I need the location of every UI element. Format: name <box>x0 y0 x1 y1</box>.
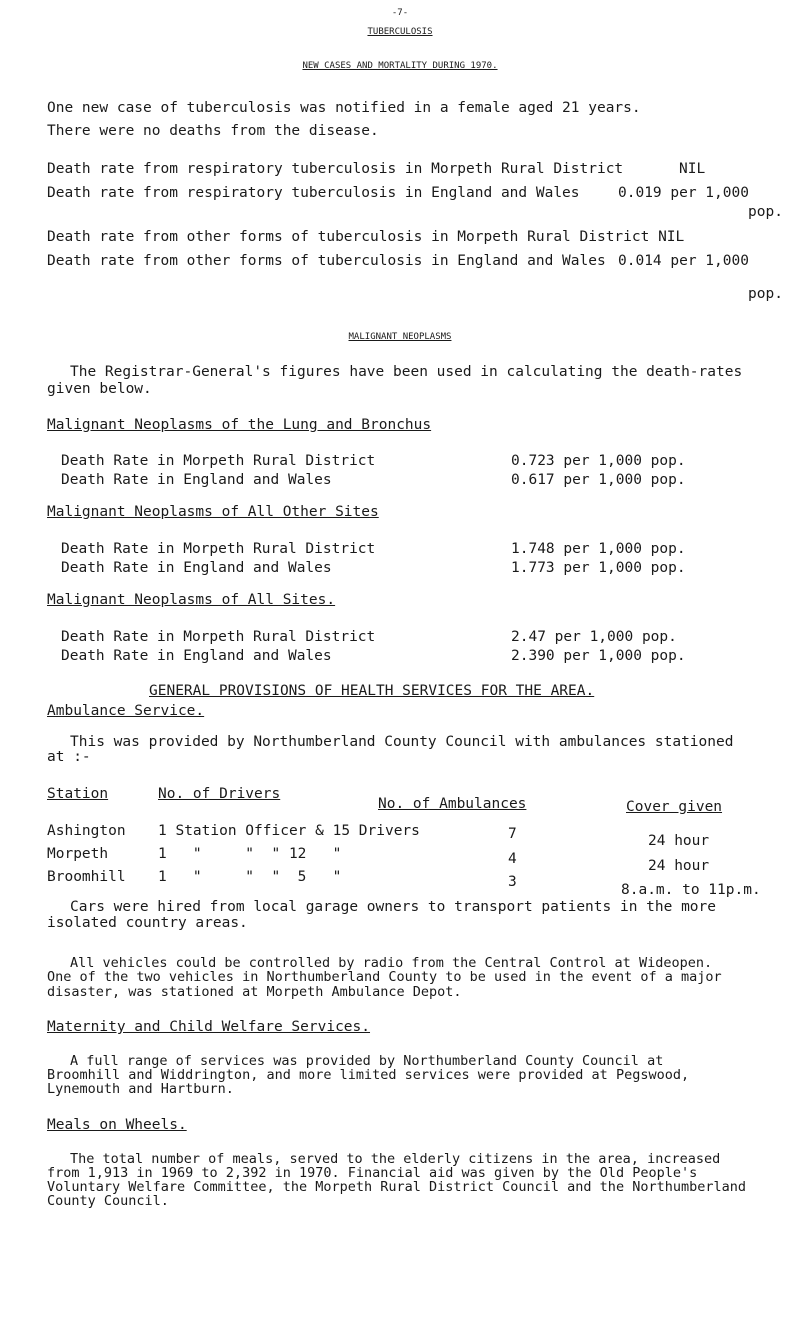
mn-intro-1: The Registrar-General's figures have been used in calculating the death-rates <box>70 364 743 380</box>
tb-rate-label: Death rate from respiratory tuberculosis in England and Wales <box>47 185 580 201</box>
tb-rate-unit: pop. <box>748 204 783 220</box>
tb-rate-value: NIL <box>679 161 706 177</box>
table-row-drivers: 1 " " " 5 " <box>158 869 342 885</box>
maternity-text-1: A full range of services was provided by Northumberland County Council at <box>70 1053 664 1069</box>
meals-text-2: from 1,913 in 1969 to 2,392 in 1970. Financial aid was given by the Old People's <box>47 1165 698 1181</box>
table-row-drivers: 1 Station Officer & 15 Drivers <box>158 823 420 839</box>
cars-text-2: isolated country areas. <box>47 915 248 931</box>
mn-group-title: Malignant Neoplasms of the Lung and Bronchus <box>47 417 432 433</box>
tb-rate-value: 0.019 per 1,000 <box>618 185 749 201</box>
maternity-text-2: Broomhill and Widdrington, and more limited services were provided at Pegswood, <box>47 1067 690 1083</box>
ambulance-intro-2: at :- <box>47 749 91 765</box>
mn-row-label: Death Rate in Morpeth Rural District <box>61 629 376 645</box>
tb-rate-label: Death rate from other forms of tuberculosis in England and Wales <box>47 253 606 269</box>
tb-rate-unit: pop. <box>748 286 783 302</box>
table-row-cover: 24 hour <box>648 833 710 849</box>
tb-rate-label: Death rate from other forms of tuberculosis in Morpeth Rural District NIL <box>47 229 685 245</box>
page-number: -7- <box>391 8 409 18</box>
table-header-cover: Cover given <box>626 799 723 815</box>
meals-text-1: The total number of meals, served to the elderly citizens in the area, increased <box>70 1151 721 1167</box>
table-header-ambulances: No. of Ambulances <box>378 796 527 812</box>
meals-text-4: County Council. <box>47 1193 169 1209</box>
table-row-ambulances: 3 <box>508 874 517 890</box>
vehicles-text-2: One of the two vehicles in Northumberland County to be used in the event of a major <box>47 969 722 985</box>
table-header-station: Station <box>47 786 109 802</box>
mn-intro-2: given below. <box>47 381 152 397</box>
mn-group-title: Malignant Neoplasms of All Other Sites <box>47 504 379 520</box>
mn-row-value: 1.773 per 1,000 pop. <box>511 560 686 576</box>
ambulance-service-heading: Ambulance Service. <box>47 703 205 719</box>
table-row-cover: 8.a.m. to 11p.m. <box>621 882 761 898</box>
maternity-text-3: Lynemouth and Hartburn. <box>47 1081 234 1097</box>
tb-intro-2: There were no deaths from the disease. <box>47 123 379 139</box>
mn-row-label: Death Rate in Morpeth Rural District <box>61 453 376 469</box>
table-row-cover: 24 hour <box>648 858 710 874</box>
mn-row-label: Death Rate in England and Wales <box>61 472 332 488</box>
ambulance-intro-1: This was provided by Northumberland County Council with ambulances stationed <box>70 734 734 750</box>
meals-text-3: Voluntary Welfare Committee, the Morpeth Rural District Council and the Northumberland <box>47 1179 746 1195</box>
page-subheading: NEW CASES AND MORTALITY DURING 1970. <box>302 61 498 71</box>
tb-rate-label: Death rate from respiratory tuberculosis in Morpeth Rural District <box>47 161 624 177</box>
mn-row-value: 2.47 per 1,000 pop. <box>511 629 677 645</box>
table-row-ambulances: 4 <box>508 851 517 867</box>
mn-group-title: Malignant Neoplasms of All Sites. <box>47 592 336 608</box>
table-row-drivers: 1 " " " 12 " <box>158 846 342 862</box>
page-heading: TUBERCULOSIS <box>367 27 433 37</box>
maternity-heading: Maternity and Child Welfare Services. <box>47 1019 371 1035</box>
malignant-neoplasms-heading: MALIGNANT NEOPLASMS <box>348 332 452 342</box>
mn-row-value: 1.748 per 1,000 pop. <box>511 541 686 557</box>
vehicles-text-1: All vehicles could be controlled by radio from the Central Control at Wideopen. <box>70 955 713 971</box>
general-provisions-heading: GENERAL PROVISIONS OF HEALTH SERVICES FOR THE AREA. <box>149 683 595 699</box>
cars-text-1: Cars were hired from local garage owners to transport patients in the more <box>70 899 717 915</box>
mn-row-value: 0.617 per 1,000 pop. <box>511 472 686 488</box>
table-row-station: Ashington <box>47 823 126 839</box>
tb-intro-1: One new case of tuberculosis was notified in a female aged 21 years. <box>47 100 641 116</box>
mn-row-value: 0.723 per 1,000 pop. <box>511 453 686 469</box>
table-row-station: Broomhill <box>47 869 126 885</box>
tb-rate-value: 0.014 per 1,000 <box>618 253 749 269</box>
table-row-station: Morpeth <box>47 846 109 862</box>
table-row-ambulances: 7 <box>508 826 517 842</box>
meals-heading: Meals on Wheels. <box>47 1117 187 1133</box>
vehicles-text-3: disaster, was stationed at Morpeth Ambulance Depot. <box>47 984 462 1000</box>
table-header-drivers: No. of Drivers <box>158 786 281 802</box>
mn-row-value: 2.390 per 1,000 pop. <box>511 648 686 664</box>
mn-row-label: Death Rate in England and Wales <box>61 560 332 576</box>
mn-row-label: Death Rate in England and Wales <box>61 648 332 664</box>
mn-row-label: Death Rate in Morpeth Rural District <box>61 541 376 557</box>
